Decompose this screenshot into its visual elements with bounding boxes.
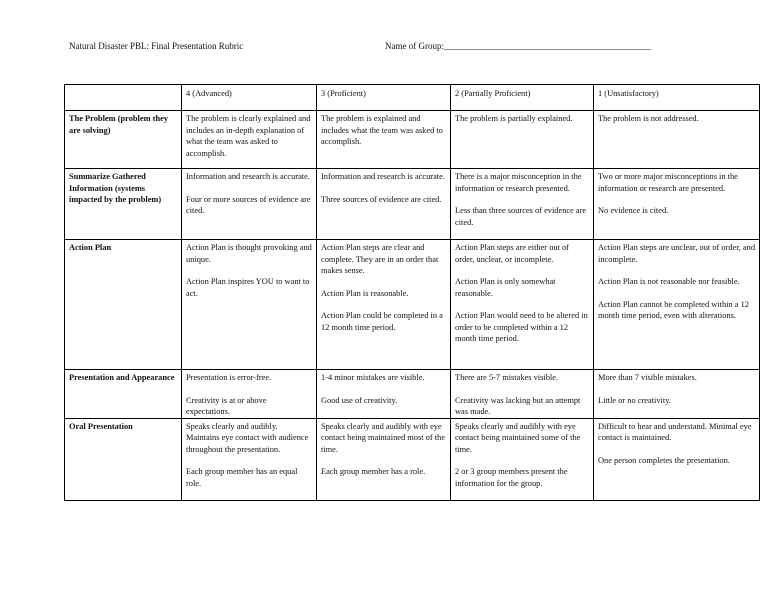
rubric-row <box>65 169 760 240</box>
rubric-cell <box>317 418 451 500</box>
cell-text: Speaks clearly and audibly with eye contact being maintained most of the time. <box>321 421 445 454</box>
cell-text: Difficult to hear and understand. Minimal eye contact is maintained. <box>598 421 752 442</box>
cell-text: Two or more major misconceptions in the information or research are presented. <box>598 172 738 193</box>
cell-text: Creativity is at or above expectations. <box>186 395 267 416</box>
cell-text: 1-4 minor mistakes are visible. <box>321 373 425 382</box>
rubric-cell <box>594 418 760 500</box>
cell-text: More than 7 visible mistakes. <box>598 373 697 382</box>
cell-text: Presentation is error-free. <box>186 373 272 382</box>
cell-text: The problem is not addressed. <box>598 114 699 123</box>
rubric-cell <box>451 111 594 169</box>
header-cell-proficient: 3 (Proficient) <box>317 85 451 111</box>
cell-text: Action Plan cannot be completed within a 12 month time period, even with alterations. <box>598 299 749 320</box>
cell-text: Action Plan could be completed in a 12 month time period. <box>321 311 443 332</box>
cell-text: Action Plan steps are either out of order, unclear, or incomplete. <box>455 243 569 264</box>
cell-text: Action Plan would need to be altered in order to be completed within a 12 month time period. <box>455 311 588 343</box>
criterion-cell: Oral Presentation <box>65 418 182 500</box>
rubric-cell <box>451 370 594 419</box>
rubric-cell <box>451 240 594 370</box>
header-cell-advanced: 4 (Advanced) <box>182 85 317 111</box>
cell-text: One person completes the presentation. <box>598 455 730 465</box>
cell-text: Each group member has a role. <box>321 467 426 476</box>
rubric-row <box>65 111 760 169</box>
cell-text: Four or more sources of evidence are cited. <box>186 194 311 215</box>
rubric-cell <box>451 169 594 240</box>
criterion-cell: Summarize Gathered Information (systems impacted by the problem) <box>65 169 182 240</box>
criterion-cell: Action Plan <box>65 240 182 370</box>
cell-text: Action Plan is only somewhat reasonable. <box>455 277 556 298</box>
rubric-row <box>65 240 760 370</box>
cell-text: No evidence is cited. <box>598 206 669 215</box>
rubric-cell <box>182 370 317 419</box>
rubric-cell <box>594 111 760 169</box>
cell-text: Action Plan is reasonable. <box>321 288 409 298</box>
page-title: Natural Disaster PBL: Final Presentation Rubric <box>69 41 244 51</box>
rubric-cell <box>594 370 760 419</box>
cell-text: Creativity was lacking but an attempt was made. <box>455 395 581 416</box>
cell-text: Action Plan inspires YOU to want to act. <box>186 277 310 298</box>
criterion-cell: The Problem (problem they are solving) <box>65 111 182 169</box>
cell-text: Little or no creativity. <box>598 395 671 405</box>
cell-text: Less than three sources of evidence are cited. <box>455 206 587 227</box>
rubric-cell <box>182 418 317 500</box>
group-name-field: Name of Group:______________________________________________ <box>385 41 651 51</box>
cell-text: There is a major misconception in the information or research presented. <box>455 172 582 193</box>
cell-text: Information and research is accurate. <box>186 172 310 181</box>
header-cell-unsatisfactory: 1 (Unsatisfactory) <box>594 85 760 111</box>
cell-text: Each group member has an equal role. <box>186 467 298 488</box>
cell-text: 2 or 3 group members present the information for the group. <box>455 467 568 488</box>
rubric-cell <box>182 111 317 169</box>
cell-text: Speaks clearly and audibly with eye contact being maintained some of the time. <box>455 421 581 454</box>
rubric-cell <box>182 169 317 240</box>
rubric-header-row <box>65 85 760 111</box>
rubric-cell <box>594 240 760 370</box>
rubric-cell <box>317 111 451 169</box>
header-cell-partially-proficient: 2 (Partially Proficient) <box>451 85 594 111</box>
rubric-row <box>65 418 760 500</box>
cell-text: Action Plan is not reasonable nor feasible. <box>598 277 740 286</box>
cell-text: Information and research is accurate. <box>321 172 445 181</box>
cell-text: The problem is partially explained. <box>455 114 573 123</box>
cell-text: Three sources of evidence are cited. <box>321 194 442 204</box>
rubric-cell <box>451 418 594 500</box>
rubric-cell <box>182 240 317 370</box>
rubric-cell <box>317 169 451 240</box>
cell-text: Good use of creativity. <box>321 395 398 405</box>
rubric-cell <box>317 240 451 370</box>
cell-text: Speaks clearly and audibly. Maintains eye contact with audience throughout the presentation. <box>186 421 309 454</box>
rubric-cell <box>317 370 451 419</box>
cell-text: The problem is explained and includes what the team was asked to accomplish. <box>321 114 443 146</box>
cell-text: Action Plan steps are clear and complete. They are in an order that makes sense. <box>321 243 439 275</box>
header-cell-criteria <box>65 85 182 111</box>
cell-text: The problem is clearly explained and includes an in-depth explanation of what the team was asked to accomplish. <box>186 114 311 158</box>
cell-text: Action Plan steps are unclear, out of order, and incomplete. <box>598 243 756 264</box>
cell-text: Action Plan is thought provoking and unique. <box>186 243 312 264</box>
rubric-cell <box>594 169 760 240</box>
cell-text: There are 5-7 mistakes visible. <box>455 373 559 382</box>
criterion-cell: Presentation and Appearance <box>65 370 182 419</box>
rubric-table <box>64 84 760 501</box>
rubric-row <box>65 370 760 419</box>
